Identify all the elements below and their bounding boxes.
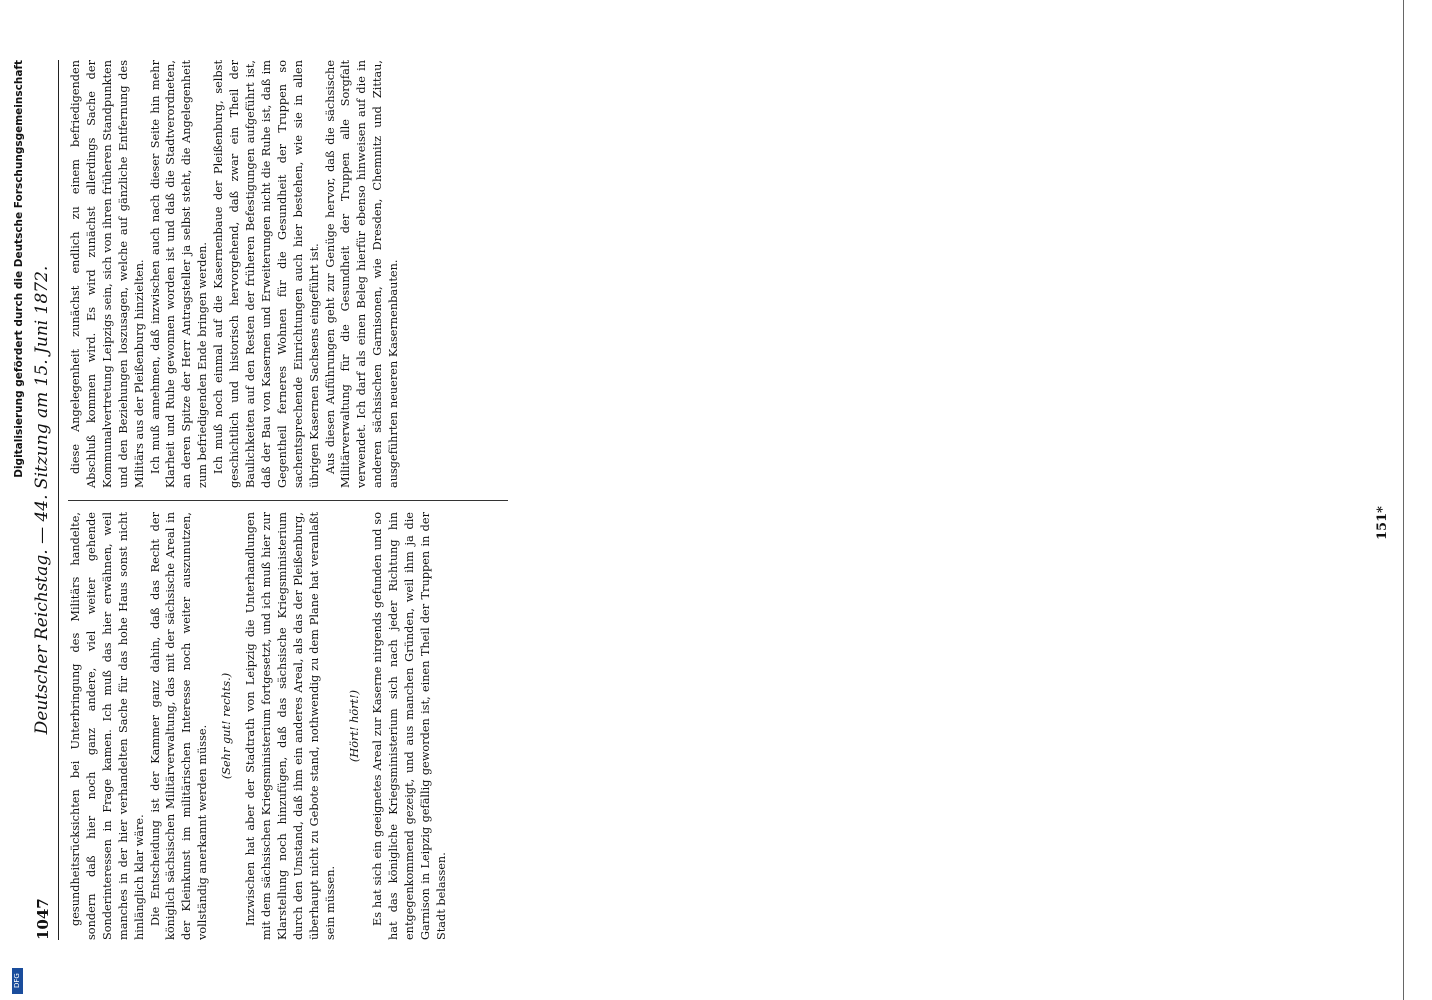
paragraph: Es hat sich ein geeignetes Areal zur Kaserne nirgends gefunden und so hat das königliche Kriegsministerium sich nach jeder Richtung hin entgegenkommend gezeigt, und aus manchen Gründen, weil ihm ja die Garnison in Leipzig gefällig geworden ist, einen Theil der Truppen in der Stadt belassen. [371,512,449,940]
page-header [28,60,59,940]
paragraph: Inzwischen hat aber der Stadtrath von Leipzig die Unterhandlungen mit dem sächsischen Kriegsministerium fortgesetzt, und ich muß hier zur Klarstellung noch hinzufügen, daß das sächsische Kriegsministerium durch den Umstand, daß ihm ein anderes Areal, als das der Pleißenburg, überhaupt nicht zu Gebote stand, nothwendig zu dem Plane hat veranlaßt sein müssen. [244,512,337,940]
sheet-number: 151* [1375,506,1390,540]
left-column [68,512,450,940]
credit-text: Digitalisierung gefördert durch die Deutsche Forschungsgemeinschaft [13,60,25,478]
paragraph: Ich muß noch einmal auf die Kasernenbaue der Pleißenburg, selbst geschichtlich und historisch hervorgehend, daß zwar ein Theil der Baulichkeiten auf den Resten der früheren Befestigungen aufgeführt ist, daß der Bau von Kasernen und Erweiterungen nicht die Ruhe ist, daß im Gegentheil ferneres Wohnen für die Gesundheit der Truppen so sachentsprechende Einrichtungen auch hier bestehen, wie sie in allen übrigen Kasernen Sachsens eingeführt ist. [212,60,321,488]
paragraph: Die Entscheidung ist der Kammer ganz dahin, daß das Recht der königlich sächsischen Militärverwaltung, das mit der sächsische Areal in der Kleinkunst im militärischen Interesse noch weiter auszunutzen, vollständig anerkannt werden müsse. [148,512,210,940]
running-title: Deutscher Reichstag. — 44. Sitzung am 15. Juni 1872. [32,265,52,735]
page-number: 1047 [34,898,52,940]
paragraph: gesundheitsrücksichten bei Unterbringung des Militärs handelte, sondern daß hier noch ganz andere, viel weiter gehende Sonderinteressen in Frage kamen. Ich muß das hier erwähnen, weil manches in der hier verhandelten Sache für das hohe Haus sonst nicht hinlänglich klar wäre. [69,512,146,940]
interjection: (Sehr gut! rechts.) [220,672,234,780]
paragraph: Aus diesen Auführungen geht zur Genüge hervor, daß die sächsische Militärverwaltung für die Gesundheit der Truppen alle Sorgfalt verwendet. Ich darf als einen Beleg hierfür ebenso hinweisen auf die in anderen sächsischen Garnisonen, wie Dresden, Chemnitz und Zittau, ausgeführten neueren Kasernenbauten. [323,60,401,488]
dfg-logo-icon: DFG [12,968,23,994]
digitization-credit [10,0,25,1000]
paragraph: Ich muß annehmen, daß inzwischen auch nach dieser Seite hin mehr Klarheit und Ruhe gewonnen worden ist und daß die Stadtverordneten, an deren Spitze der Herr Antragsteller ja selbst steht, die Angelegenheit zum befriedigenden Ende bringen werden. [148,60,210,488]
right-column [68,60,402,488]
interjection: (Hört! hört!) [347,689,361,763]
paragraph: diese Angelegenheit zunächst endlich zu einem befriedigenden Abschluß kommen wird. Es wird zunächst allerdings Sache der Kommunalvertretung Leipzigs sein, sich von ihren früheren Standpunkten und den Beziehungen loszusagen, welche auf gänzliche Entfernung des Militärs aus der Pleißenburg hinzielten. [69,60,146,488]
column-divider [68,500,508,501]
